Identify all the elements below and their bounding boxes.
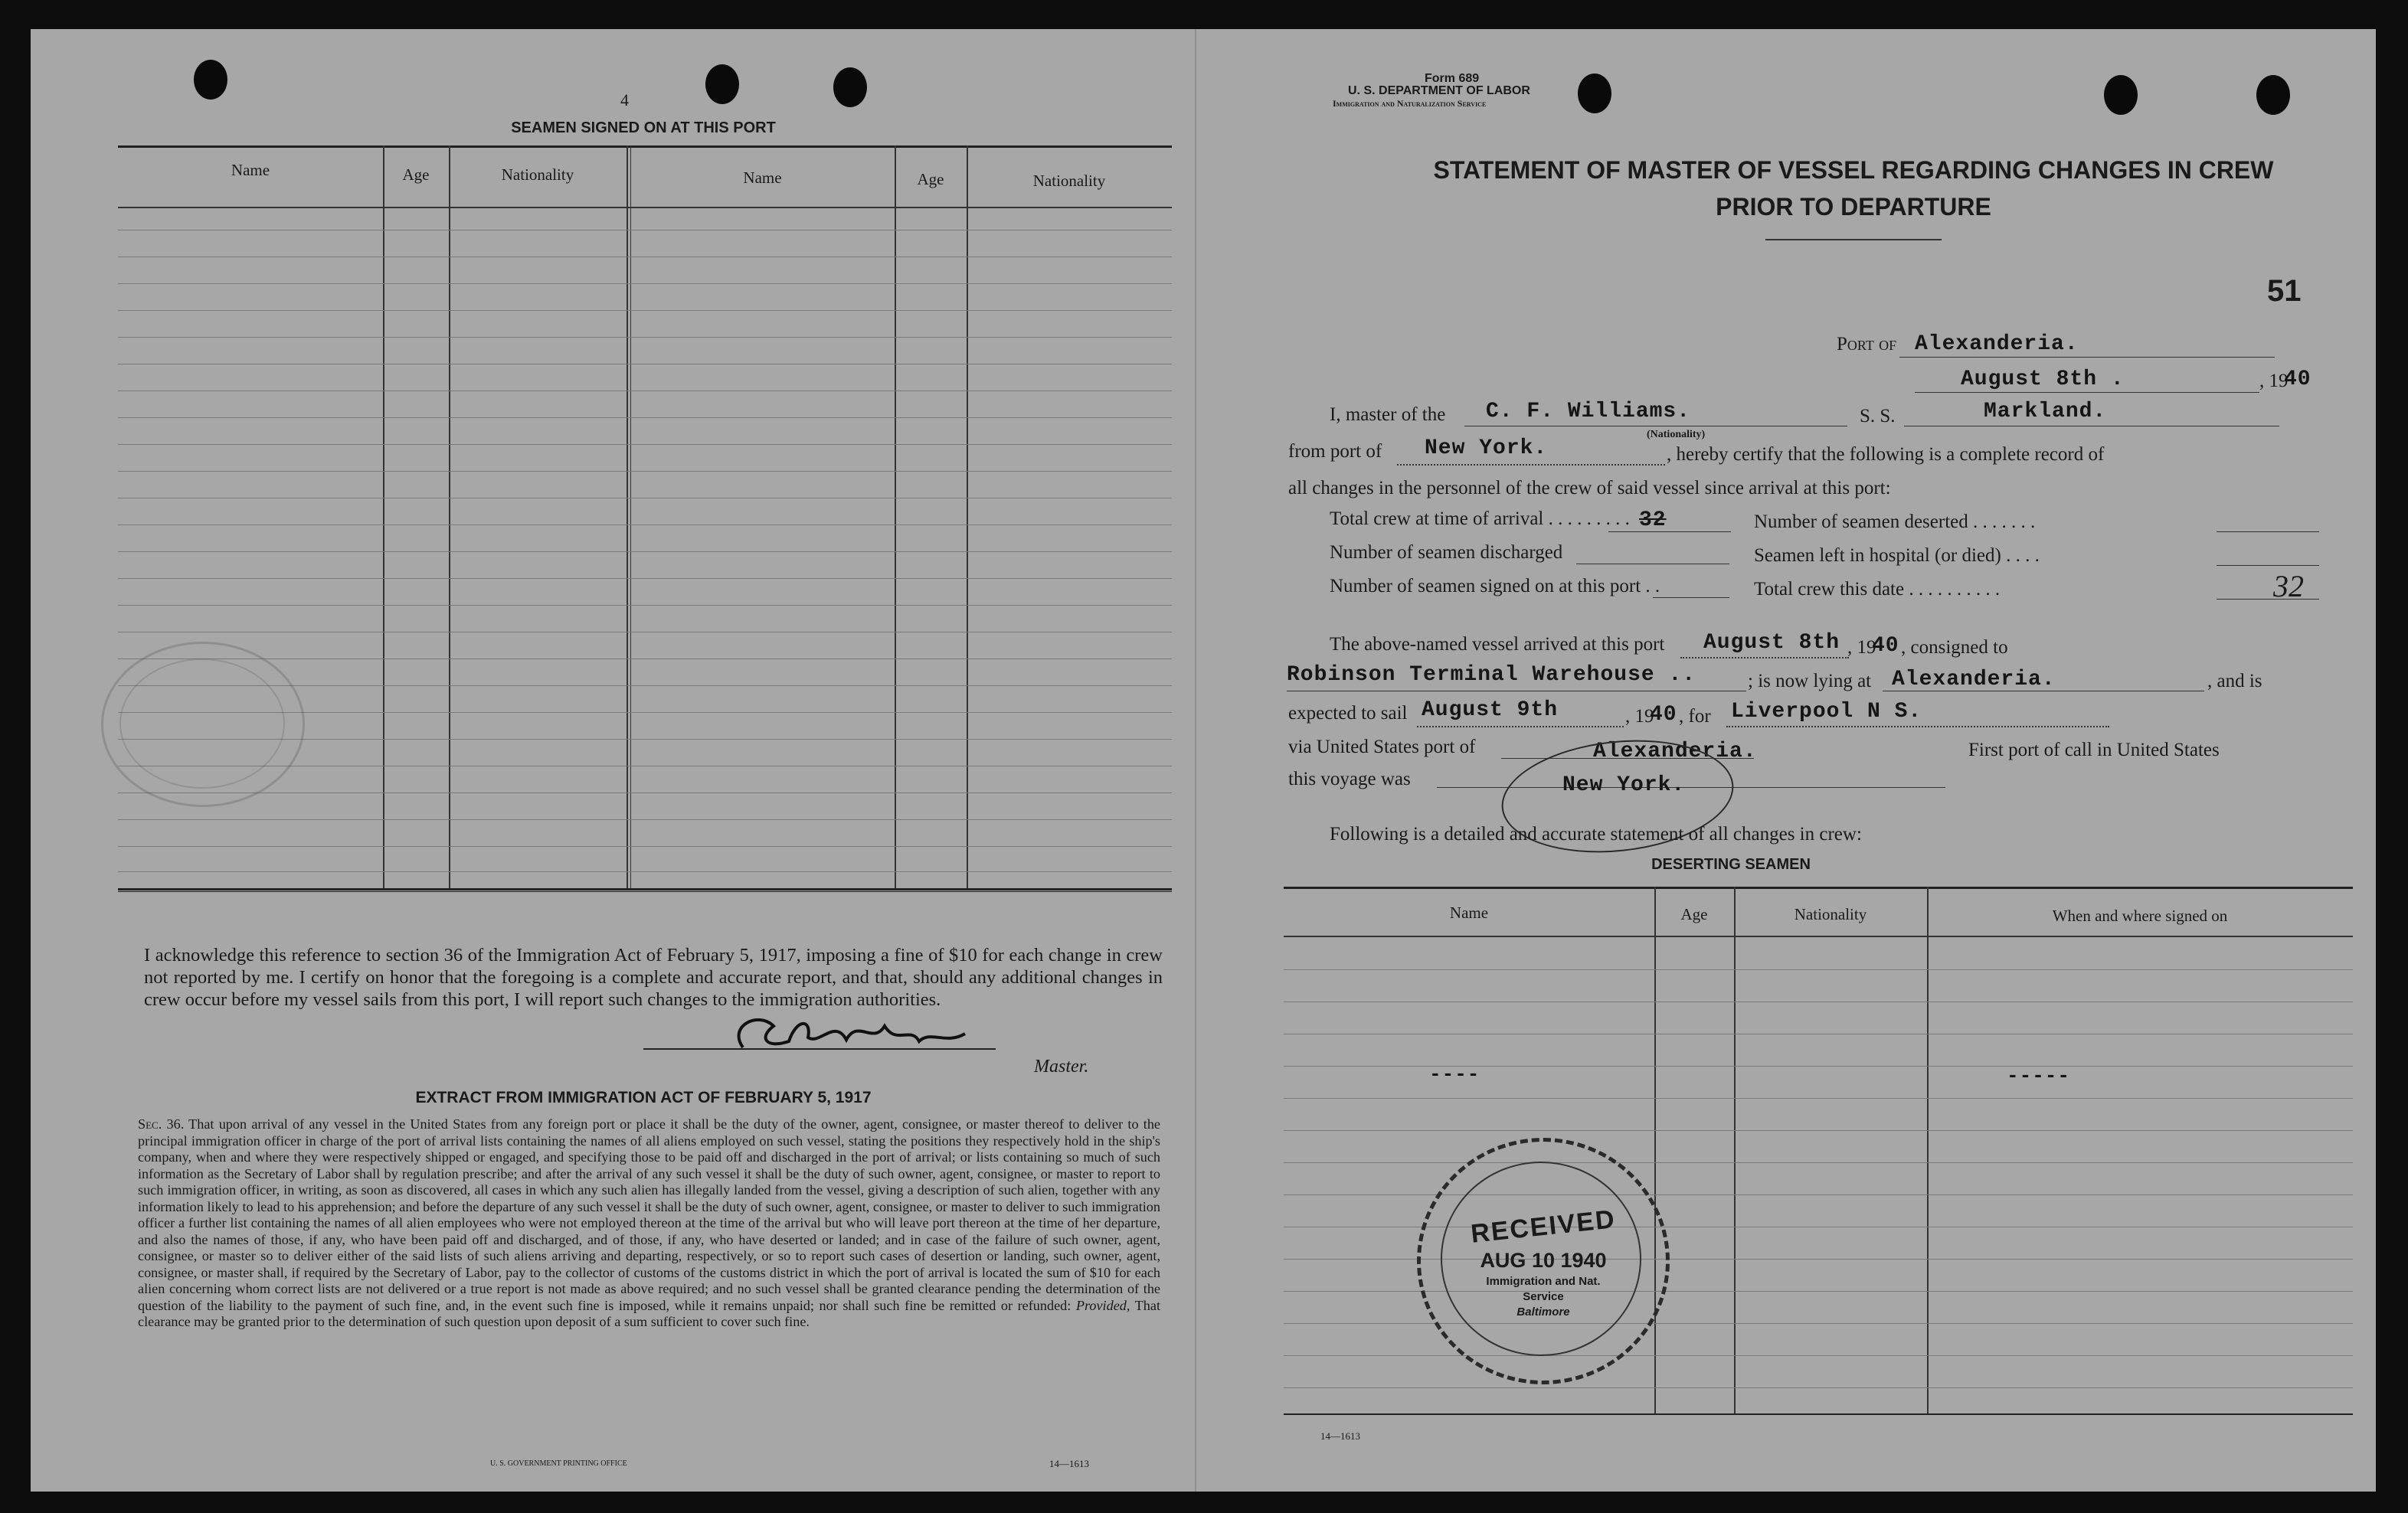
arrived-year: 40	[1872, 634, 1899, 658]
hospital-rule	[2217, 565, 2319, 566]
ss-value: Markland.	[1984, 400, 2107, 423]
expected-value: August 9th	[1422, 698, 1559, 722]
arrived-value: August 8th	[1703, 631, 1840, 655]
right-form-code: 14—1613	[1320, 1430, 1360, 1442]
consigned-label: , consigned to	[1901, 637, 2008, 658]
lying-value: Alexanderia.	[1892, 668, 2056, 691]
deserted-label: Number of seamen deserted . . . . . . .	[1754, 511, 2036, 532]
expected-label: expected to sail	[1288, 703, 1408, 724]
column-header: Name	[743, 168, 782, 187]
column-header: Age	[1680, 905, 1708, 923]
from-port-value: New York.	[1425, 436, 1548, 460]
faded-seal-inner	[119, 658, 285, 789]
certify-text: , hereby certify that the following is a complete record of	[1667, 444, 2105, 465]
signature-title: Master.	[1034, 1057, 1089, 1077]
stamp-line1: Immigration and Nat.	[1486, 1275, 1601, 1288]
signed-on-label: Number of seamen signed on at this port . .	[1330, 576, 1660, 596]
document-sheet	[31, 29, 2376, 1492]
extract-text	[138, 1116, 1160, 1331]
left-form-code: 14—1613	[1049, 1458, 1089, 1469]
master-label: I, master of the	[1330, 404, 1446, 425]
for-label: , for	[1679, 706, 1711, 727]
nationality-note: (Nationality)	[1647, 429, 1706, 440]
discharged-label: Number of seamen discharged	[1330, 542, 1563, 563]
via-value: Alexanderia.	[1593, 740, 1757, 763]
department: U. S. DEPARTMENT OF LABOR	[1348, 84, 1530, 97]
extract-provided: Provided,	[1075, 1297, 1130, 1313]
extract-body: That upon arrival of any vessel in the United States from any foreign port or place it shall be the duty of the owner, agent, consignee, or master thereof to deliver to the principal immigration officer in charge of the port of arrival lists containing the names of all aliens employed on such vessel, stating the positions they respectively hold in the ship's company, when and where they were respectively shipped or engaged, and specifying those to be paid off and discharged in the port of arrival; or lists containing so much of such information as the Secretary of Labor shall by regulation prescribe; and after the arrival of any such vessel it shall be the duty of such owner, agent, consignee, or master to report to such immigration officer, in writing, as soon as discovered, all cases in which any such alien has illegally landed from the vessel, giving a description of such alien, together with any information likely to lead to his apprehension; and before the departure of any such vessel it shall be the duty of such owner, agent, consignee, or master to deliver to such immigration officer a further list containing the names of all alien employees who were not employed thereon at the time of the arrival but who will leave port thereon at the time of her departure, and also the names of those, if any, who have been paid off and discharged, and of those, if any, who have deserted or landed; and in case of the failure of such owner, agent, consignee, or master so to deliver either of the said lists of such aliens arriving and departing, respectively, or so to report such cases of desertion or landing, such owner, agent, consignee, or master shall, if required by the Secretary of Labor, pay to the collector of customs of the customs district in which the port of arrival is located the sum of $10 for each alien concerning whom correct lists are not delivered or a true report is not made as above required; and no such vessel shall be granted clearance pending the determination of the question of the liability to the payment of such fine, and, in the event such fine is imposed, while it remains unpaid; nor shall such fine be remitted or refunded:	[138, 1116, 1160, 1313]
port-rule	[1899, 357, 2275, 358]
column-header: Nationality	[501, 165, 574, 184]
form-title-line2: PRIOR TO DEPARTURE	[1716, 193, 1991, 221]
dash-when: -----	[2007, 1064, 2071, 1087]
via-label: via United States port of	[1288, 737, 1476, 757]
extract-lead: Sec. 36.	[138, 1116, 185, 1132]
form-title-line1: STATEMENT OF MASTER OF VESSEL REGARDING CHANGES IN CREW	[1433, 156, 2274, 184]
changes-text: all changes in the personnel of the crew of said vessel since arrival at this port:	[1288, 478, 1891, 498]
deserting-title: DESERTING SEAMEN	[1651, 856, 1811, 873]
stamp-received: RECEIVED	[1469, 1204, 1618, 1249]
hospital-label: Seamen left in hospital (or died) . . . .	[1754, 545, 2040, 566]
arrived-rule	[1680, 655, 1849, 658]
column-header: Nationality	[1032, 172, 1106, 190]
right-page	[1195, 29, 2376, 1492]
total-crew-date-value: 32	[2273, 569, 2304, 603]
arrived-label: The above-named vessel arrived at this port	[1330, 634, 1665, 655]
signed-on-rule	[1653, 597, 1729, 598]
year-prefix: , 19	[2259, 371, 2289, 391]
expected-year-prefix: , 19	[1625, 706, 1654, 727]
column-header: When and where signed on	[2052, 907, 2228, 925]
from-port-label: from port of	[1288, 441, 1382, 462]
expected-rule	[1417, 724, 1624, 727]
lying-label: ; is now lying at	[1748, 671, 1872, 691]
dash-name: ----	[1429, 1063, 1480, 1086]
total-crew-arrival-rule	[1608, 531, 1731, 532]
ss-label: S. S.	[1860, 406, 1896, 426]
column-header: Age	[402, 165, 430, 184]
column-header: Age	[917, 170, 944, 188]
master-signature	[643, 1003, 996, 1072]
stamp-line2: Service	[1523, 1290, 1564, 1303]
page-number: 4	[620, 90, 629, 109]
extract-end: That clearance may be granted prior to the determination of such question upon deposit of a sum sufficient to cover such fine.	[138, 1297, 1161, 1329]
title-rule	[1765, 239, 1942, 240]
deserted-rule	[2217, 531, 2319, 532]
extract-title: EXTRACT FROM IMMIGRATION ACT OF FEBRUARY 5, 1917	[415, 1089, 872, 1106]
destination-rule	[1726, 724, 2109, 727]
voyage-value: New York.	[1562, 773, 1686, 797]
received-stamp	[1417, 1138, 1670, 1384]
expected-year: 40	[1650, 703, 1677, 727]
first-port-label: First port of call in United States	[1968, 740, 2220, 760]
master-value: C. F. Williams.	[1486, 400, 1691, 423]
acknowledgment-text: I acknowledge this reference to section 36 of the Immigration Act of February 5, 1917, imposing a fine of $10 for each change in crew not reported by me. I certify on honor that the foregoing is a complete and accurate report, and that, should any additional changes in crew occur before my vessel sails from this port, I will report such changes to the immigration authorities.	[144, 944, 1163, 1010]
port-label: Port of	[1837, 334, 1897, 355]
year-value: 40	[2284, 368, 2311, 391]
port-value: Alexanderia.	[1915, 332, 2079, 356]
column-header: Nationality	[1794, 905, 1867, 923]
consignee-value: Robinson Terminal Warehouse ..	[1287, 663, 1696, 687]
total-crew-arrival-label: Total crew at time of arrival . . . . . . . . .	[1330, 508, 1630, 529]
column-header: Name	[231, 161, 270, 179]
arrived-year-prefix: , 19	[1847, 637, 1876, 658]
service-name: Immigration and Naturalization Service	[1333, 98, 1487, 109]
total-crew-arrival-value: 32	[1639, 508, 1667, 532]
left-page	[31, 29, 1195, 1492]
form-number: Form 689	[1425, 72, 1480, 85]
total-crew-date-label: Total crew this date . . . . . . . . . .	[1754, 579, 2001, 600]
voyage-label: this voyage was	[1288, 769, 1411, 789]
and-is: , and is	[2207, 671, 2262, 691]
table-title: SEAMEN SIGNED ON AT THIS PORT	[511, 119, 776, 136]
stamp-city: Baltimore	[1516, 1305, 1570, 1319]
date-value: August 8th .	[1961, 368, 2125, 391]
column-header: Name	[1449, 904, 1489, 922]
printing-office: U. S. GOVERNMENT PRINTING OFFICE	[490, 1459, 627, 1468]
date-rule	[1915, 392, 2259, 393]
destination-value: Liverpool N S.	[1731, 700, 1922, 724]
stamp-date: AUG 10 1940	[1480, 1249, 1607, 1272]
following-text: Following is a detailed and accurate statement of all changes in crew:	[1330, 824, 1862, 845]
sheet-number: 51	[2267, 274, 2302, 308]
from-port-rule	[1397, 462, 1665, 466]
